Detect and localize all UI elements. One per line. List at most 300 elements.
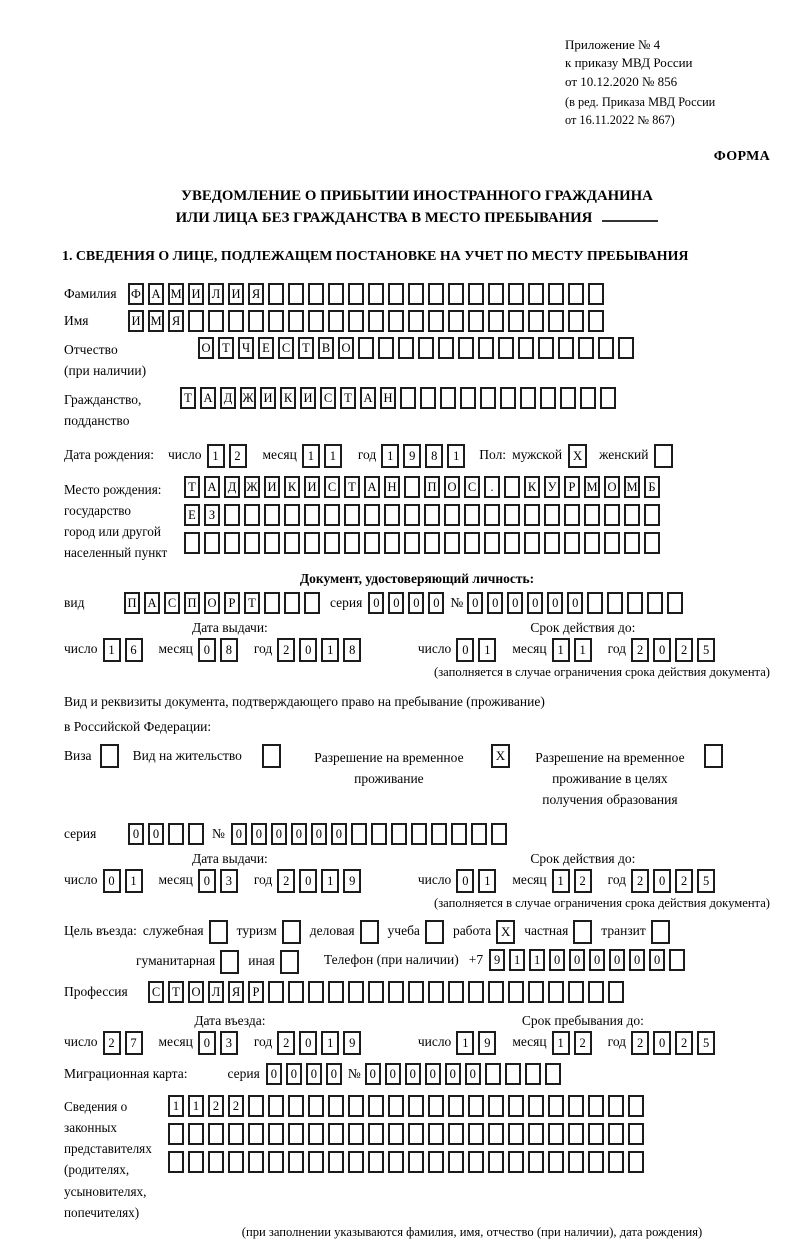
char-cell[interactable] xyxy=(324,504,340,526)
char-cell[interactable]: Т xyxy=(180,387,196,409)
char-cell[interactable] xyxy=(184,532,200,554)
char-cell[interactable] xyxy=(525,1063,541,1085)
char-cell[interactable] xyxy=(404,476,420,498)
year-cell[interactable]: 2 xyxy=(277,1031,295,1055)
char-cell[interactable] xyxy=(228,1123,244,1145)
char-cell[interactable]: Н xyxy=(384,476,400,498)
char-cell[interactable] xyxy=(428,1151,444,1173)
char-cell[interactable] xyxy=(588,283,604,305)
char-cell[interactable] xyxy=(578,337,594,359)
checkbox[interactable]: X xyxy=(496,920,515,944)
char-cell[interactable] xyxy=(308,1123,324,1145)
char-cell[interactable]: 1 xyxy=(188,1095,204,1117)
char-cell[interactable]: Н xyxy=(380,387,396,409)
char-cell[interactable] xyxy=(408,1151,424,1173)
char-cell[interactable] xyxy=(568,1095,584,1117)
char-cell[interactable] xyxy=(368,1095,384,1117)
char-cell[interactable]: 2 xyxy=(208,1095,224,1117)
char-cell[interactable] xyxy=(351,823,367,845)
char-cell[interactable]: М xyxy=(584,476,600,498)
char-cell[interactable] xyxy=(424,532,440,554)
day-cell[interactable]: 0 xyxy=(456,638,474,662)
month-cell[interactable]: 1 xyxy=(552,869,570,893)
year-cell[interactable]: 0 xyxy=(653,869,671,893)
month-cell[interactable]: 8 xyxy=(220,638,238,662)
char-cell[interactable] xyxy=(368,310,384,332)
char-cell[interactable] xyxy=(411,823,427,845)
month-cell[interactable]: 1 xyxy=(552,1031,570,1055)
char-cell[interactable] xyxy=(618,337,634,359)
char-cell[interactable] xyxy=(520,387,536,409)
char-cell[interactable] xyxy=(388,310,404,332)
char-cell[interactable] xyxy=(368,981,384,1003)
char-cell[interactable] xyxy=(468,981,484,1003)
char-cell[interactable] xyxy=(384,504,400,526)
char-cell[interactable] xyxy=(444,532,460,554)
char-cell[interactable] xyxy=(524,532,540,554)
char-cell[interactable] xyxy=(468,1095,484,1117)
char-cell[interactable] xyxy=(288,1151,304,1173)
char-cell[interactable]: 0 xyxy=(487,592,503,614)
year-cell[interactable]: 5 xyxy=(697,638,715,662)
char-cell[interactable] xyxy=(228,310,244,332)
char-cell[interactable]: А xyxy=(360,387,376,409)
char-cell[interactable] xyxy=(324,532,340,554)
char-cell[interactable] xyxy=(508,310,524,332)
char-cell[interactable] xyxy=(564,504,580,526)
char-cell[interactable] xyxy=(308,310,324,332)
char-cell[interactable] xyxy=(388,1123,404,1145)
char-cell[interactable] xyxy=(368,1151,384,1173)
char-cell[interactable] xyxy=(408,1095,424,1117)
checkbox[interactable] xyxy=(209,920,228,944)
char-cell[interactable] xyxy=(404,504,420,526)
char-cell[interactable] xyxy=(624,532,640,554)
char-cell[interactable] xyxy=(505,1063,521,1085)
char-cell[interactable]: З xyxy=(204,504,220,526)
char-cell[interactable] xyxy=(308,283,324,305)
month-cell[interactable]: 1 xyxy=(302,444,320,468)
year-cell[interactable]: 9 xyxy=(343,869,361,893)
char-cell[interactable]: Р xyxy=(564,476,580,498)
char-cell[interactable] xyxy=(268,1123,284,1145)
char-cell[interactable] xyxy=(248,1095,264,1117)
char-cell[interactable] xyxy=(358,337,374,359)
char-cell[interactable]: Е xyxy=(258,337,274,359)
char-cell[interactable]: 0 xyxy=(649,949,665,971)
month-cell[interactable]: 1 xyxy=(324,444,342,468)
year-cell[interactable]: 1 xyxy=(321,869,339,893)
char-cell[interactable] xyxy=(424,504,440,526)
char-cell[interactable]: У xyxy=(544,476,560,498)
char-cell[interactable]: И xyxy=(264,476,280,498)
char-cell[interactable] xyxy=(544,532,560,554)
char-cell[interactable] xyxy=(244,532,260,554)
char-cell[interactable]: 0 xyxy=(609,949,625,971)
char-cell[interactable] xyxy=(498,337,514,359)
char-cell[interactable] xyxy=(564,532,580,554)
char-cell[interactable] xyxy=(587,592,603,614)
checkbox[interactable] xyxy=(220,950,239,974)
char-cell[interactable]: 0 xyxy=(148,823,164,845)
char-cell[interactable] xyxy=(448,1123,464,1145)
char-cell[interactable] xyxy=(488,310,504,332)
char-cell[interactable] xyxy=(284,532,300,554)
char-cell[interactable] xyxy=(545,1063,561,1085)
char-cell[interactable] xyxy=(628,1151,644,1173)
char-cell[interactable] xyxy=(548,310,564,332)
char-cell[interactable]: Ж xyxy=(240,387,256,409)
char-cell[interactable] xyxy=(328,1151,344,1173)
char-cell[interactable]: 0 xyxy=(405,1063,421,1085)
char-cell[interactable] xyxy=(208,1151,224,1173)
char-cell[interactable]: 0 xyxy=(271,823,287,845)
char-cell[interactable] xyxy=(328,310,344,332)
char-cell[interactable] xyxy=(528,1095,544,1117)
year-cell[interactable]: 2 xyxy=(631,869,649,893)
char-cell[interactable] xyxy=(188,823,204,845)
char-cell[interactable] xyxy=(448,981,464,1003)
char-cell[interactable] xyxy=(384,532,400,554)
char-cell[interactable]: 0 xyxy=(306,1063,322,1085)
char-cell[interactable] xyxy=(428,310,444,332)
year-cell[interactable]: 1 xyxy=(321,1031,339,1055)
char-cell[interactable] xyxy=(391,823,407,845)
day-cell[interactable]: 1 xyxy=(207,444,225,468)
char-cell[interactable]: 0 xyxy=(589,949,605,971)
char-cell[interactable]: 0 xyxy=(629,949,645,971)
char-cell[interactable] xyxy=(228,1151,244,1173)
char-cell[interactable] xyxy=(448,310,464,332)
char-cell[interactable] xyxy=(667,592,683,614)
char-cell[interactable] xyxy=(588,981,604,1003)
year-cell[interactable]: 1 xyxy=(447,444,465,468)
char-cell[interactable] xyxy=(168,1123,184,1145)
char-cell[interactable]: О xyxy=(444,476,460,498)
year-cell[interactable]: 1 xyxy=(321,638,339,662)
char-cell[interactable] xyxy=(428,981,444,1003)
char-cell[interactable]: 0 xyxy=(445,1063,461,1085)
char-cell[interactable] xyxy=(328,981,344,1003)
char-cell[interactable] xyxy=(268,981,284,1003)
char-cell[interactable] xyxy=(528,1123,544,1145)
year-cell[interactable]: 5 xyxy=(697,1031,715,1055)
char-cell[interactable]: К xyxy=(524,476,540,498)
char-cell[interactable] xyxy=(644,532,660,554)
char-cell[interactable] xyxy=(500,387,516,409)
char-cell[interactable] xyxy=(388,1095,404,1117)
char-cell[interactable] xyxy=(548,1095,564,1117)
char-cell[interactable]: П xyxy=(424,476,440,498)
char-cell[interactable]: 0 xyxy=(368,592,384,614)
char-cell[interactable] xyxy=(524,504,540,526)
char-cell[interactable]: 1 xyxy=(529,949,545,971)
char-cell[interactable]: С xyxy=(464,476,480,498)
char-cell[interactable] xyxy=(448,283,464,305)
char-cell[interactable] xyxy=(328,283,344,305)
char-cell[interactable] xyxy=(508,981,524,1003)
char-cell[interactable] xyxy=(224,504,240,526)
char-cell[interactable]: О xyxy=(188,981,204,1003)
char-cell[interactable]: Т xyxy=(340,387,356,409)
char-cell[interactable] xyxy=(568,1151,584,1173)
char-cell[interactable] xyxy=(544,504,560,526)
char-cell[interactable]: 0 xyxy=(527,592,543,614)
char-cell[interactable] xyxy=(364,504,380,526)
char-cell[interactable] xyxy=(580,387,596,409)
char-cell[interactable]: 0 xyxy=(465,1063,481,1085)
char-cell[interactable] xyxy=(268,310,284,332)
char-cell[interactable] xyxy=(308,981,324,1003)
char-cell[interactable]: Т xyxy=(184,476,200,498)
option-residence-permit-checkbox[interactable] xyxy=(262,744,281,768)
char-cell[interactable]: Б xyxy=(644,476,660,498)
char-cell[interactable] xyxy=(368,1123,384,1145)
char-cell[interactable]: Л xyxy=(208,981,224,1003)
year-cell[interactable]: 2 xyxy=(277,638,295,662)
char-cell[interactable] xyxy=(568,283,584,305)
option-temp-residence-education-checkbox[interactable] xyxy=(704,744,723,768)
month-cell[interactable]: 1 xyxy=(574,638,592,662)
char-cell[interactable]: П xyxy=(184,592,200,614)
char-cell[interactable] xyxy=(348,1151,364,1173)
year-cell[interactable]: 0 xyxy=(299,638,317,662)
char-cell[interactable] xyxy=(624,504,640,526)
char-cell[interactable] xyxy=(284,504,300,526)
char-cell[interactable]: 0 xyxy=(547,592,563,614)
char-cell[interactable]: А xyxy=(148,283,164,305)
char-cell[interactable] xyxy=(348,1123,364,1145)
char-cell[interactable] xyxy=(408,310,424,332)
char-cell[interactable] xyxy=(504,504,520,526)
day-cell[interactable]: 1 xyxy=(478,638,496,662)
char-cell[interactable] xyxy=(268,283,284,305)
char-cell[interactable] xyxy=(438,337,454,359)
char-cell[interactable] xyxy=(588,310,604,332)
year-cell[interactable]: 2 xyxy=(277,869,295,893)
char-cell[interactable] xyxy=(344,504,360,526)
char-cell[interactable] xyxy=(508,283,524,305)
char-cell[interactable]: Л xyxy=(208,283,224,305)
char-cell[interactable] xyxy=(604,504,620,526)
char-cell[interactable] xyxy=(508,1095,524,1117)
char-cell[interactable]: А xyxy=(144,592,160,614)
char-cell[interactable] xyxy=(528,981,544,1003)
char-cell[interactable] xyxy=(488,1151,504,1173)
char-cell[interactable]: О xyxy=(338,337,354,359)
char-cell[interactable] xyxy=(268,1095,284,1117)
char-cell[interactable] xyxy=(224,532,240,554)
char-cell[interactable]: Д xyxy=(220,387,236,409)
day-cell[interactable]: 1 xyxy=(103,638,121,662)
char-cell[interactable] xyxy=(598,337,614,359)
day-cell[interactable]: 0 xyxy=(103,869,121,893)
char-cell[interactable] xyxy=(488,283,504,305)
char-cell[interactable] xyxy=(400,387,416,409)
char-cell[interactable] xyxy=(428,1123,444,1145)
char-cell[interactable]: И xyxy=(128,310,144,332)
char-cell[interactable]: 1 xyxy=(168,1095,184,1117)
char-cell[interactable]: 0 xyxy=(326,1063,342,1085)
char-cell[interactable]: С xyxy=(320,387,336,409)
day-cell[interactable]: 2 xyxy=(103,1031,121,1055)
char-cell[interactable] xyxy=(471,823,487,845)
char-cell[interactable]: Т xyxy=(344,476,360,498)
year-cell[interactable]: 2 xyxy=(675,869,693,893)
char-cell[interactable] xyxy=(368,283,384,305)
char-cell[interactable] xyxy=(308,1095,324,1117)
char-cell[interactable]: О xyxy=(198,337,214,359)
char-cell[interactable]: Ф xyxy=(128,283,144,305)
char-cell[interactable] xyxy=(540,387,556,409)
day-cell[interactable]: 6 xyxy=(125,638,143,662)
char-cell[interactable] xyxy=(468,1151,484,1173)
char-cell[interactable] xyxy=(508,1151,524,1173)
char-cell[interactable]: А xyxy=(200,387,216,409)
char-cell[interactable] xyxy=(408,283,424,305)
char-cell[interactable] xyxy=(464,504,480,526)
char-cell[interactable]: 0 xyxy=(291,823,307,845)
char-cell[interactable]: И xyxy=(188,283,204,305)
year-cell[interactable]: 0 xyxy=(653,1031,671,1055)
char-cell[interactable] xyxy=(488,981,504,1003)
char-cell[interactable] xyxy=(404,532,420,554)
char-cell[interactable]: 0 xyxy=(128,823,144,845)
char-cell[interactable] xyxy=(284,592,300,614)
char-cell[interactable] xyxy=(608,981,624,1003)
char-cell[interactable] xyxy=(548,1123,564,1145)
char-cell[interactable]: 0 xyxy=(567,592,583,614)
char-cell[interactable] xyxy=(488,1095,504,1117)
char-cell[interactable] xyxy=(304,504,320,526)
char-cell[interactable] xyxy=(508,1123,524,1145)
char-cell[interactable]: 0 xyxy=(231,823,247,845)
char-cell[interactable] xyxy=(568,310,584,332)
year-cell[interactable]: 1 xyxy=(381,444,399,468)
char-cell[interactable]: Е xyxy=(184,504,200,526)
month-cell[interactable]: 3 xyxy=(220,869,238,893)
char-cell[interactable] xyxy=(518,337,534,359)
char-cell[interactable]: М xyxy=(148,310,164,332)
char-cell[interactable] xyxy=(628,1095,644,1117)
char-cell[interactable] xyxy=(364,532,380,554)
year-cell[interactable]: 5 xyxy=(697,869,715,893)
char-cell[interactable] xyxy=(304,532,320,554)
day-cell[interactable]: 2 xyxy=(229,444,247,468)
day-cell[interactable]: 9 xyxy=(478,1031,496,1055)
char-cell[interactable] xyxy=(388,283,404,305)
char-cell[interactable] xyxy=(168,1151,184,1173)
char-cell[interactable] xyxy=(647,592,663,614)
char-cell[interactable]: С xyxy=(324,476,340,498)
char-cell[interactable] xyxy=(588,1151,604,1173)
char-cell[interactable] xyxy=(448,1151,464,1173)
char-cell[interactable]: С xyxy=(278,337,294,359)
char-cell[interactable]: Ч xyxy=(238,337,254,359)
char-cell[interactable] xyxy=(420,387,436,409)
char-cell[interactable]: А xyxy=(204,476,220,498)
char-cell[interactable]: П xyxy=(124,592,140,614)
month-cell[interactable]: 0 xyxy=(198,869,216,893)
char-cell[interactable] xyxy=(308,1151,324,1173)
char-cell[interactable] xyxy=(588,1123,604,1145)
char-cell[interactable] xyxy=(388,1151,404,1173)
char-cell[interactable] xyxy=(431,823,447,845)
year-cell[interactable]: 2 xyxy=(675,638,693,662)
year-cell[interactable]: 8 xyxy=(343,638,361,662)
char-cell[interactable] xyxy=(548,1151,564,1173)
char-cell[interactable]: К xyxy=(280,387,296,409)
char-cell[interactable] xyxy=(408,1123,424,1145)
char-cell[interactable]: М xyxy=(168,283,184,305)
char-cell[interactable] xyxy=(288,1095,304,1117)
char-cell[interactable] xyxy=(428,283,444,305)
checkbox[interactable] xyxy=(360,920,379,944)
char-cell[interactable]: И xyxy=(228,283,244,305)
char-cell[interactable] xyxy=(264,504,280,526)
char-cell[interactable] xyxy=(484,532,500,554)
year-cell[interactable]: 2 xyxy=(631,638,649,662)
month-cell[interactable]: 3 xyxy=(220,1031,238,1055)
char-cell[interactable] xyxy=(371,823,387,845)
char-cell[interactable]: 0 xyxy=(385,1063,401,1085)
char-cell[interactable] xyxy=(584,532,600,554)
char-cell[interactable] xyxy=(264,592,280,614)
char-cell[interactable]: 0 xyxy=(266,1063,282,1085)
char-cell[interactable] xyxy=(468,1123,484,1145)
char-cell[interactable]: 0 xyxy=(428,592,444,614)
char-cell[interactable] xyxy=(188,310,204,332)
char-cell[interactable] xyxy=(378,337,394,359)
char-cell[interactable] xyxy=(268,1151,284,1173)
char-cell[interactable] xyxy=(204,532,220,554)
checkbox[interactable] xyxy=(282,920,301,944)
char-cell[interactable] xyxy=(448,1095,464,1117)
char-cell[interactable] xyxy=(408,981,424,1003)
char-cell[interactable]: 0 xyxy=(388,592,404,614)
char-cell[interactable] xyxy=(528,283,544,305)
char-cell[interactable] xyxy=(627,592,643,614)
char-cell[interactable]: Я xyxy=(228,981,244,1003)
char-cell[interactable]: Р xyxy=(224,592,240,614)
char-cell[interactable] xyxy=(208,310,224,332)
char-cell[interactable]: 1 xyxy=(509,949,525,971)
sex-male-checkbox[interactable]: X xyxy=(568,444,587,468)
char-cell[interactable] xyxy=(528,310,544,332)
char-cell[interactable]: 2 xyxy=(228,1095,244,1117)
year-cell[interactable]: 9 xyxy=(403,444,421,468)
option-temp-residence-checkbox[interactable]: X xyxy=(491,744,510,768)
day-cell[interactable]: 1 xyxy=(125,869,143,893)
char-cell[interactable]: С xyxy=(148,981,164,1003)
char-cell[interactable] xyxy=(558,337,574,359)
char-cell[interactable]: 0 xyxy=(311,823,327,845)
char-cell[interactable] xyxy=(348,283,364,305)
char-cell[interactable] xyxy=(398,337,414,359)
char-cell[interactable] xyxy=(538,337,554,359)
char-cell[interactable] xyxy=(428,1095,444,1117)
char-cell[interactable]: 0 xyxy=(507,592,523,614)
month-cell[interactable]: 0 xyxy=(198,1031,216,1055)
char-cell[interactable] xyxy=(418,337,434,359)
char-cell[interactable] xyxy=(485,1063,501,1085)
char-cell[interactable] xyxy=(588,1095,604,1117)
char-cell[interactable] xyxy=(440,387,456,409)
char-cell[interactable] xyxy=(460,387,476,409)
char-cell[interactable]: 0 xyxy=(408,592,424,614)
char-cell[interactable] xyxy=(600,387,616,409)
char-cell[interactable] xyxy=(491,823,507,845)
